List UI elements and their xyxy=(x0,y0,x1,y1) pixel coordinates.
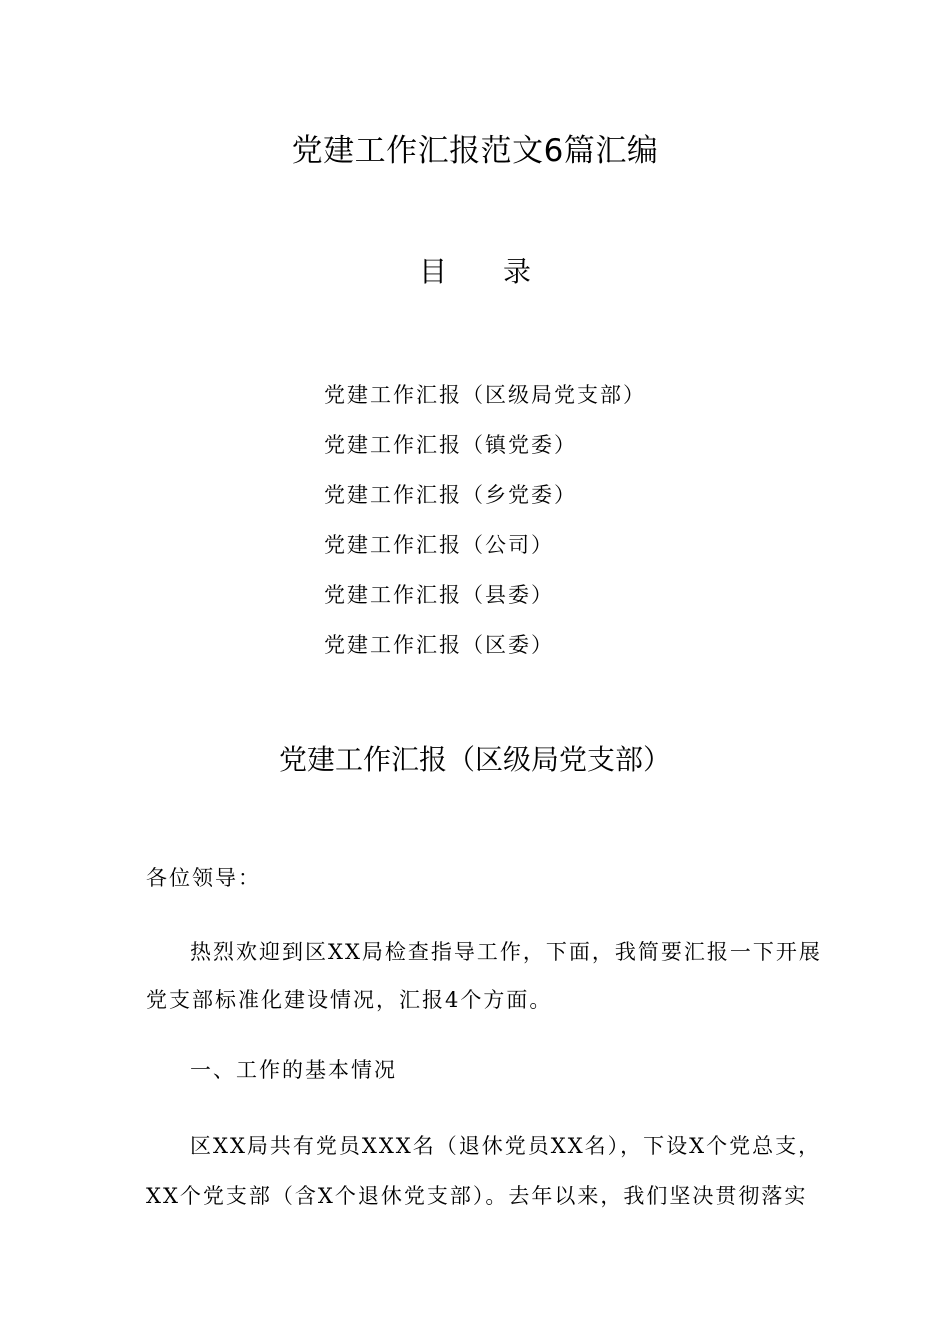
paragraph xyxy=(146,1121,822,1221)
table-of-contents xyxy=(324,370,646,670)
toc-heading xyxy=(0,250,950,294)
paragraph-line: 区XX局共有党员XXX名（退休党员XX名），下设X个党总支， xyxy=(190,1134,822,1158)
toc-item[interactable]: 党建工作汇报（区委） xyxy=(324,633,554,657)
salutation: 各位领导： xyxy=(146,866,261,890)
toc-heading-left: 目 xyxy=(418,255,447,288)
toc-item[interactable]: 党建工作汇报（区级局党支部） xyxy=(324,383,646,407)
toc-item[interactable]: 党建工作汇报（县委） xyxy=(324,583,554,607)
section-title: 党建工作汇报（区级局党支部） xyxy=(278,743,671,776)
toc-item[interactable]: 党建工作汇报（乡党委） xyxy=(324,483,577,507)
paragraph-line: XX个党支部（含X个退休党支部）。去年以来，我们坚决贯彻落实 xyxy=(146,1184,808,1208)
toc-item[interactable]: 党建工作汇报（公司） xyxy=(324,533,554,557)
paragraph-line: 热烈欢迎到区XX局检查指导工作，下面，我简要汇报一下开展 xyxy=(190,940,822,964)
paragraph-line: 党支部标准化建设情况，汇报4个方面。 xyxy=(146,988,553,1012)
toc-heading-right: 录 xyxy=(503,255,532,288)
paragraph xyxy=(146,928,822,1024)
section-heading: 一、工作的基本情况 xyxy=(190,1058,397,1082)
document-title: 党建工作汇报范文6篇汇编 xyxy=(291,133,659,169)
toc-item[interactable]: 党建工作汇报（镇党委） xyxy=(324,433,577,457)
